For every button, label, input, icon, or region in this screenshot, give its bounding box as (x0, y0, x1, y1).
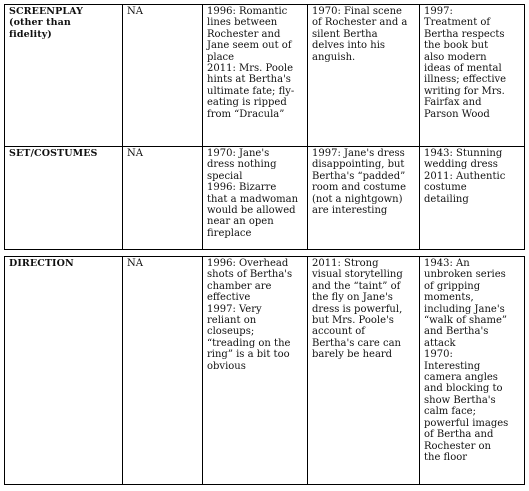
cell-set-costumes-col3: 1970: Jane's dress nothing special 1996: Bizarre that a madwoman would be allowed near an open fireplace (203, 147, 308, 250)
row-label-set-costumes: SET/COSTUMES (5, 147, 123, 250)
table-row-set-costumes (5, 147, 525, 250)
cell-direction-col5: 1943: An unbroken series of gripping moments, including Jane's “walk of shame” and Bertha's attack 1970: Interesting camera angles and blocking to show Bertha's calm face; powerful images of Bertha and Rochester on the floor (420, 257, 525, 485)
cell-screenplay-col2: NA (123, 5, 203, 147)
cell-screenplay-col4: 1970: Final scene of Rochester and a silent Bertha delves into his anguish. (308, 5, 420, 147)
comparison-table-top (4, 4, 525, 250)
cell-direction-col2: NA (123, 257, 203, 485)
cell-set-costumes-col2: NA (123, 147, 203, 250)
table-row-direction (5, 257, 525, 485)
cell-direction-col3: 1996: Overhead shots of Bertha's chamber are effective 1997: Very reliant on closeups; “treading on the ring” is a bit too obvious (203, 257, 308, 485)
table-row-screenplay (5, 5, 525, 147)
cell-direction-col4: 2011: Strong visual storytelling and the “taint” of the fly on Jane's dress is powerful, but Mrs. Poole's account of Bertha's care can barely be heard (308, 257, 420, 485)
row-label-direction: DIRECTION (5, 257, 123, 485)
cell-screenplay-col3: 1996: Romantic lines between Rochester and Jane seem out of place 2011: Mrs. Poole hints at Bertha's ultimate fate; fly- eating is ripped from “Dracula” (203, 5, 308, 147)
cell-set-costumes-col5: 1943: Stunning wedding dress 2011: Authentic costume detailing (420, 147, 525, 250)
row-label-screenplay: SCREENPLAY (other than fidelity) (5, 5, 123, 147)
comparison-table-bottom (4, 256, 525, 485)
cell-set-costumes-col4: 1997: Jane's dress disappointing, but Bertha's “padded” room and costume (not a nightgown) are interesting (308, 147, 420, 250)
cell-screenplay-col5: 1997: Treatment of Bertha respects the book but also modern ideas of mental illness; effective writing for Mrs. Fairfax and Parson Wood (420, 5, 525, 147)
